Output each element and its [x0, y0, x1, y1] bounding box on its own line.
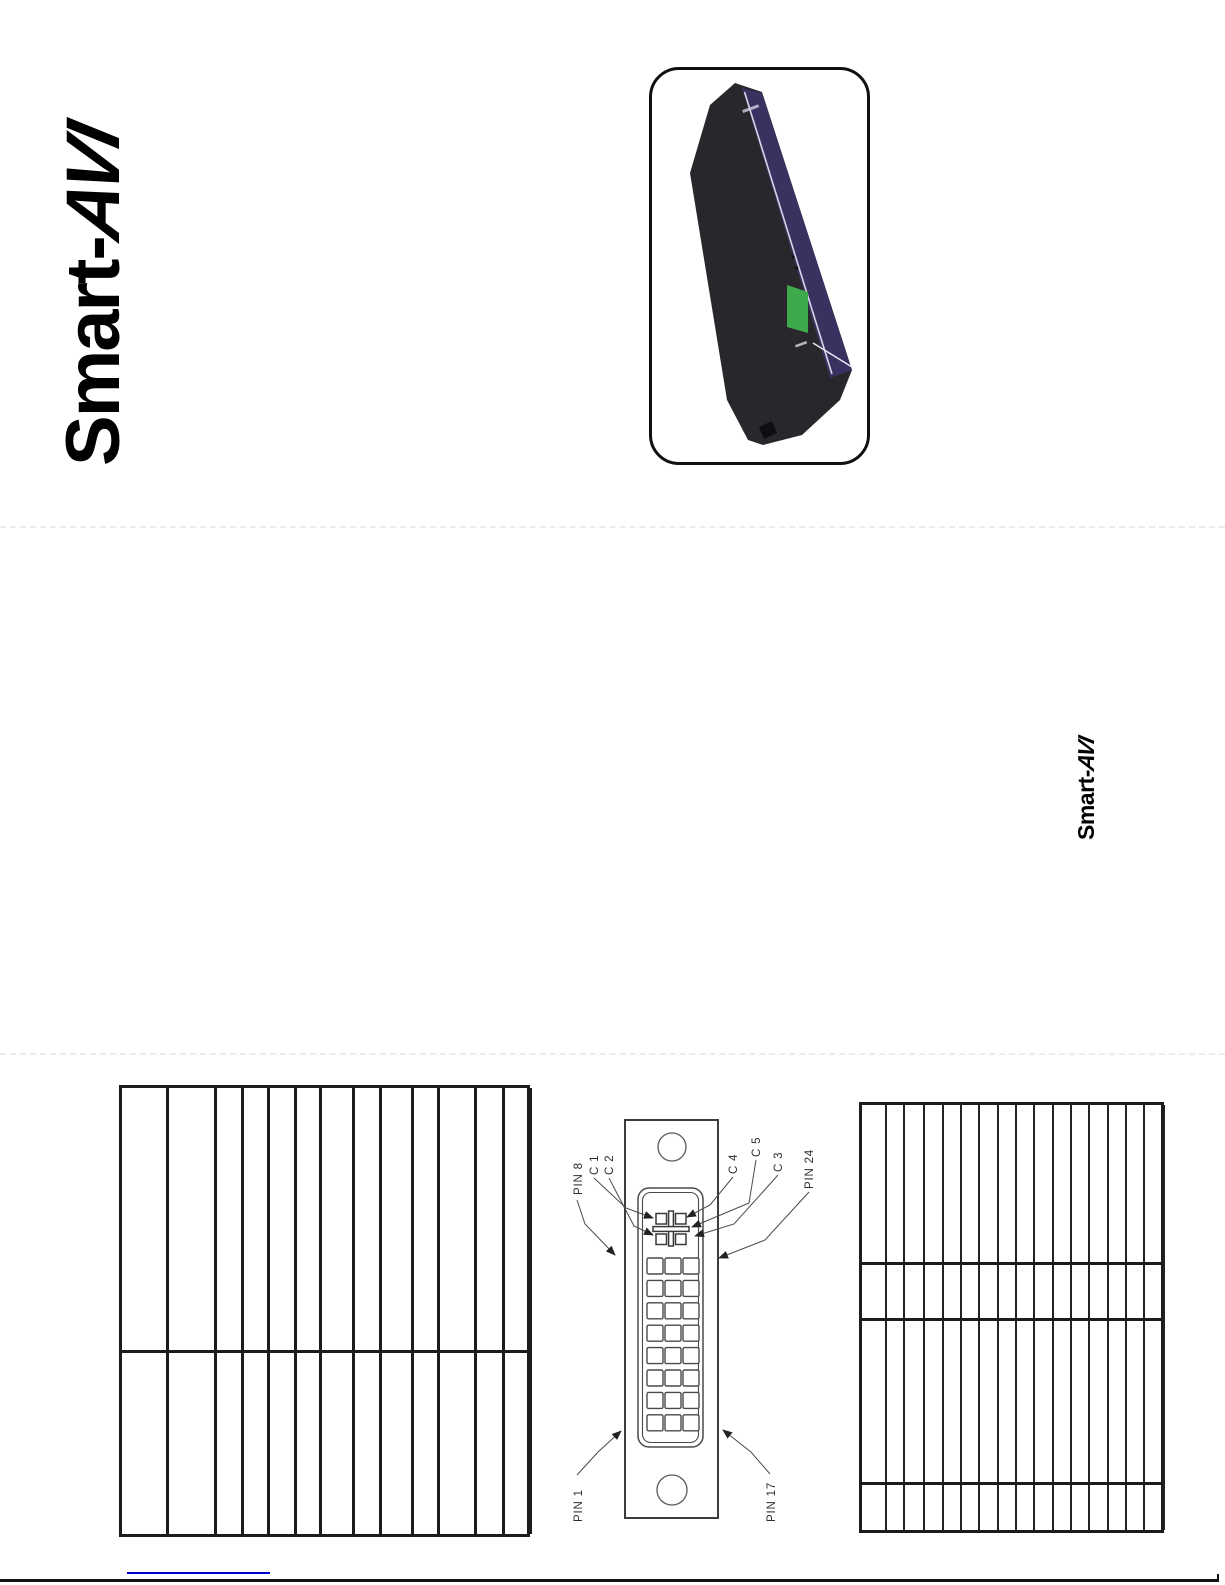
leader-pin1: [577, 1431, 621, 1475]
device-lcd-display: [787, 285, 808, 333]
leader-pin17: [723, 1430, 770, 1474]
pin-c4: [676, 1214, 687, 1225]
label-pin17: PIN 17: [766, 1482, 778, 1522]
brand-logo-rotated-text: [52, 50, 136, 466]
label-c4: C 4: [728, 1153, 740, 1174]
cross-blade-horizontal: [653, 1227, 689, 1232]
brand-logo-text-primary: Smart-: [51, 237, 136, 466]
table-cell: [217, 1088, 244, 1534]
fold-line-bottom: [0, 1053, 1225, 1055]
brand-logo-text-accent: AVI: [51, 119, 136, 247]
table-cell: [440, 1088, 477, 1534]
table-cell: [355, 1088, 382, 1534]
table-cell: [414, 1088, 440, 1534]
fold-line-top: [0, 526, 1225, 528]
label-c5: C 5: [751, 1136, 763, 1157]
table-cell: [322, 1088, 355, 1534]
label-c1: C 1: [589, 1154, 601, 1175]
brand-logo-small-primary: Smart-: [1073, 770, 1099, 840]
leader-pin24: [719, 1192, 809, 1258]
table-cell: [297, 1088, 322, 1534]
label-pin8: PIN 8: [573, 1162, 585, 1195]
table-row-divider: [862, 1262, 1161, 1265]
label-pin24: PIN 24: [804, 1149, 816, 1189]
table-row-divider: [122, 1350, 527, 1353]
table-cell: [477, 1088, 505, 1534]
table-cell: [382, 1088, 414, 1534]
table-cell: [169, 1088, 217, 1534]
footer-rule-end-tick: [1217, 1574, 1220, 1582]
table-cell: [505, 1088, 532, 1534]
brand-logo-small-accent: AVI: [1073, 735, 1099, 773]
product-photo: [652, 70, 867, 462]
leader-pin8: [577, 1200, 615, 1255]
table-row-divider: [862, 1482, 1161, 1485]
brand-logo-vertical: [52, 50, 136, 466]
table-cell: [122, 1088, 169, 1534]
table-cell: [244, 1088, 270, 1534]
device-box: [690, 83, 852, 445]
brand-logo-small-vertical: [1070, 714, 1102, 840]
label-pin1: PIN 1: [573, 1489, 585, 1522]
table-cell: [270, 1088, 297, 1534]
spec-table-left: [119, 1085, 530, 1537]
table-row-divider: [862, 1318, 1161, 1321]
panel-button-1: [791, 255, 794, 258]
product-photo-frame: [649, 67, 870, 465]
dvi-connector-diagram: [552, 1088, 827, 1568]
pin-c1: [656, 1214, 667, 1225]
analog-cross-pins: [653, 1211, 689, 1246]
footer-link-underline[interactable]: [127, 1572, 270, 1574]
spec-table-right: [859, 1102, 1164, 1533]
panel-button-2: [795, 266, 798, 269]
pin-c3: [676, 1234, 687, 1245]
brand-logo-small-rotated-text: [1070, 714, 1102, 840]
label-c2: C 2: [604, 1154, 616, 1175]
label-c3: C 3: [773, 1151, 785, 1172]
pin-c2: [656, 1234, 667, 1245]
footer-rule: [0, 1579, 1219, 1582]
